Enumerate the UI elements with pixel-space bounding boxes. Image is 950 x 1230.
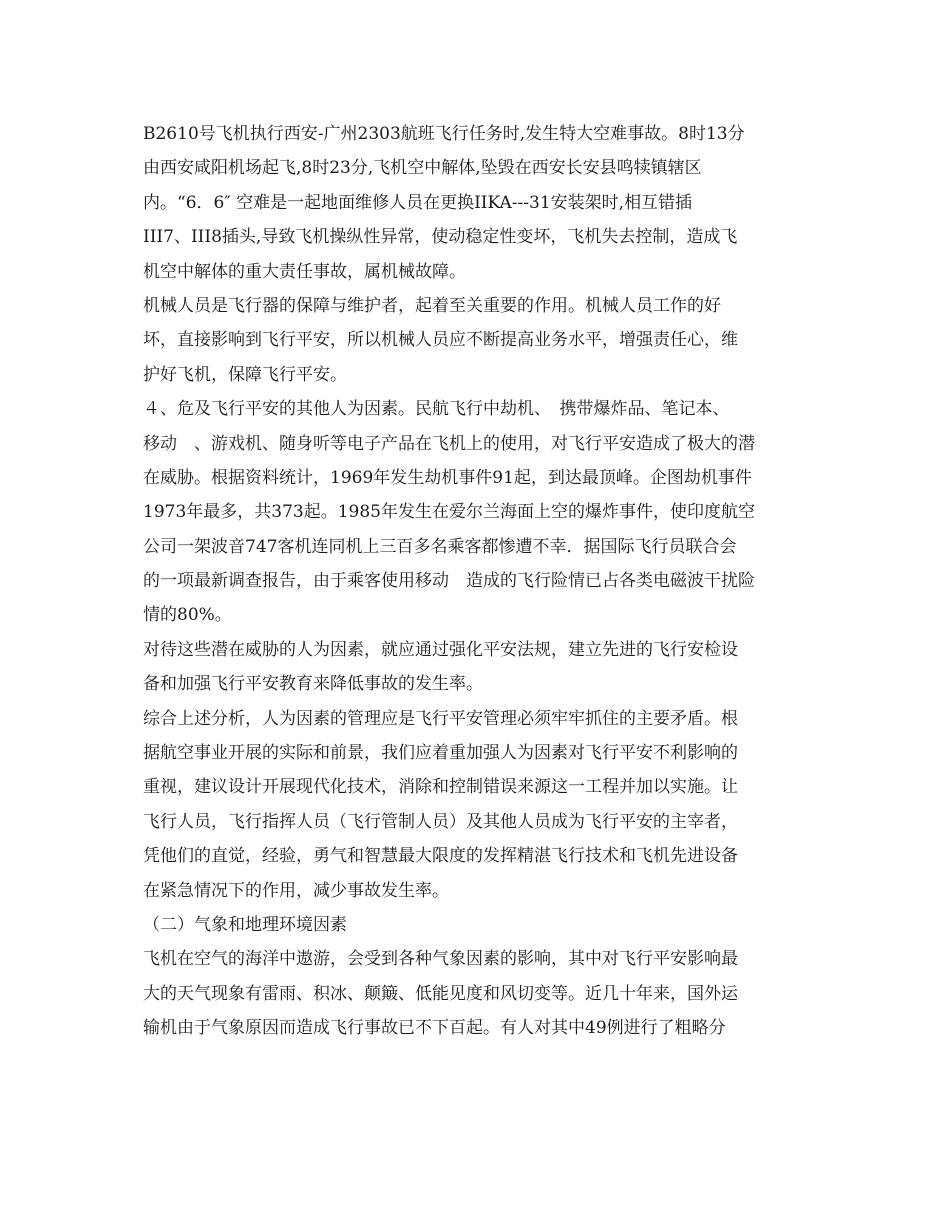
text-line: 在威胁。根据资料统计，1969年发生劫机事件91起，到达最顶峰。企图劫机事件: [143, 467, 752, 488]
text-line: 凭他们的直觉，经验，勇气和智慧最大限度的发挥精湛飞行技术和飞机先进设备: [143, 846, 738, 867]
text-line: 护好飞机，保障飞行平安。: [143, 364, 347, 385]
text-line: 机械人员是飞行器的保障与维护者，起着至关重要的作用。机械人员工作的好: [143, 295, 721, 316]
text-line: 备和加强飞行平安教育来降低事故的发生率。: [143, 674, 483, 695]
text-line: 在紧急情况下的作用，减少事故发生率。: [143, 880, 449, 901]
document-body: [143, 117, 823, 1046]
text-line: 1973年最多，共373起。1985年发生在爱尔兰海面上空的爆炸事件，使印度航空: [143, 502, 755, 523]
text-line: 据航空事业开展的实际和前景，我们应着重加强人为因素对飞行平安不利影响的: [143, 743, 738, 764]
text-line: B2610号飞机执行西安-广州2303航班飞行任务时,发生特大空难事故。8时13分: [143, 124, 745, 144]
text-line: 坏，直接影响到飞行平安，所以机械人员应不断提高业务水平，增强责任心，维: [143, 330, 738, 351]
text-line: 重视，建议设计开展现代化技术，消除和控制错误来源这一工程并加以实施。让: [143, 777, 738, 798]
text-line: 飞机在空气的海洋中遨游，会受到各种气象因素的影响，其中对飞行平安影响最: [143, 949, 738, 970]
text-line: 飞行人员，飞行指挥人员（飞行管制人员）及其他人员成为飞行平安的主宰者，: [143, 811, 738, 832]
text-line: ４、危及飞行平安的其他人为因素。民航飞行中劫机、 携带爆炸品、笔记本、: [143, 399, 730, 420]
text-line: 移动 、游戏机、随身听等电子产品在飞机上的使用，对飞行平安造成了极大的潜: [143, 433, 755, 454]
text-line: 对待这些潜在威胁的人为因素，就应通过强化平安法规，建立先进的飞行安检设: [143, 639, 738, 660]
text-line: III7、III8插头,导致飞机操纵性异常，使动稳定性变坏，飞机失去控制，造成飞: [143, 227, 738, 248]
text-line: 由西安咸阳机场起飞,8时23分,飞机空中解体,坠毁在西安长安县鸣犊镇辖区: [143, 158, 702, 179]
text-line: 机空中解体的重大责任事故，属机械故障。: [143, 261, 466, 282]
text-line: 情的80%。: [143, 605, 232, 626]
text-line: 综合上述分析，人为因素的管理应是飞行平安管理必须牢牢抓住的主要矛盾。根: [143, 708, 738, 729]
text-line: 输机由于气象原因而造成飞行事故已不下百起。有人对其中49例进行了粗略分: [143, 1018, 726, 1039]
text-line: 大的天气现象有雷雨、积冰、颠簸、低能见度和风切变等。近几十年来，国外运: [143, 983, 738, 1004]
text-line: 内。“6．6″ 空难是一起地面维修人员在更换IIKA---31安装架时,相互错插: [143, 192, 693, 213]
section-heading: （二）气象和地理环境因素: [143, 914, 347, 935]
text-line: 的一项最新调查报告，由于乘客使用移动 造成的飞行险情已占各类电磁波干扰险: [143, 571, 755, 592]
text-line: 公司一架波音747客机连同机上三百多名乘客都惨遭不幸．据国际飞行员联合会: [143, 536, 737, 557]
